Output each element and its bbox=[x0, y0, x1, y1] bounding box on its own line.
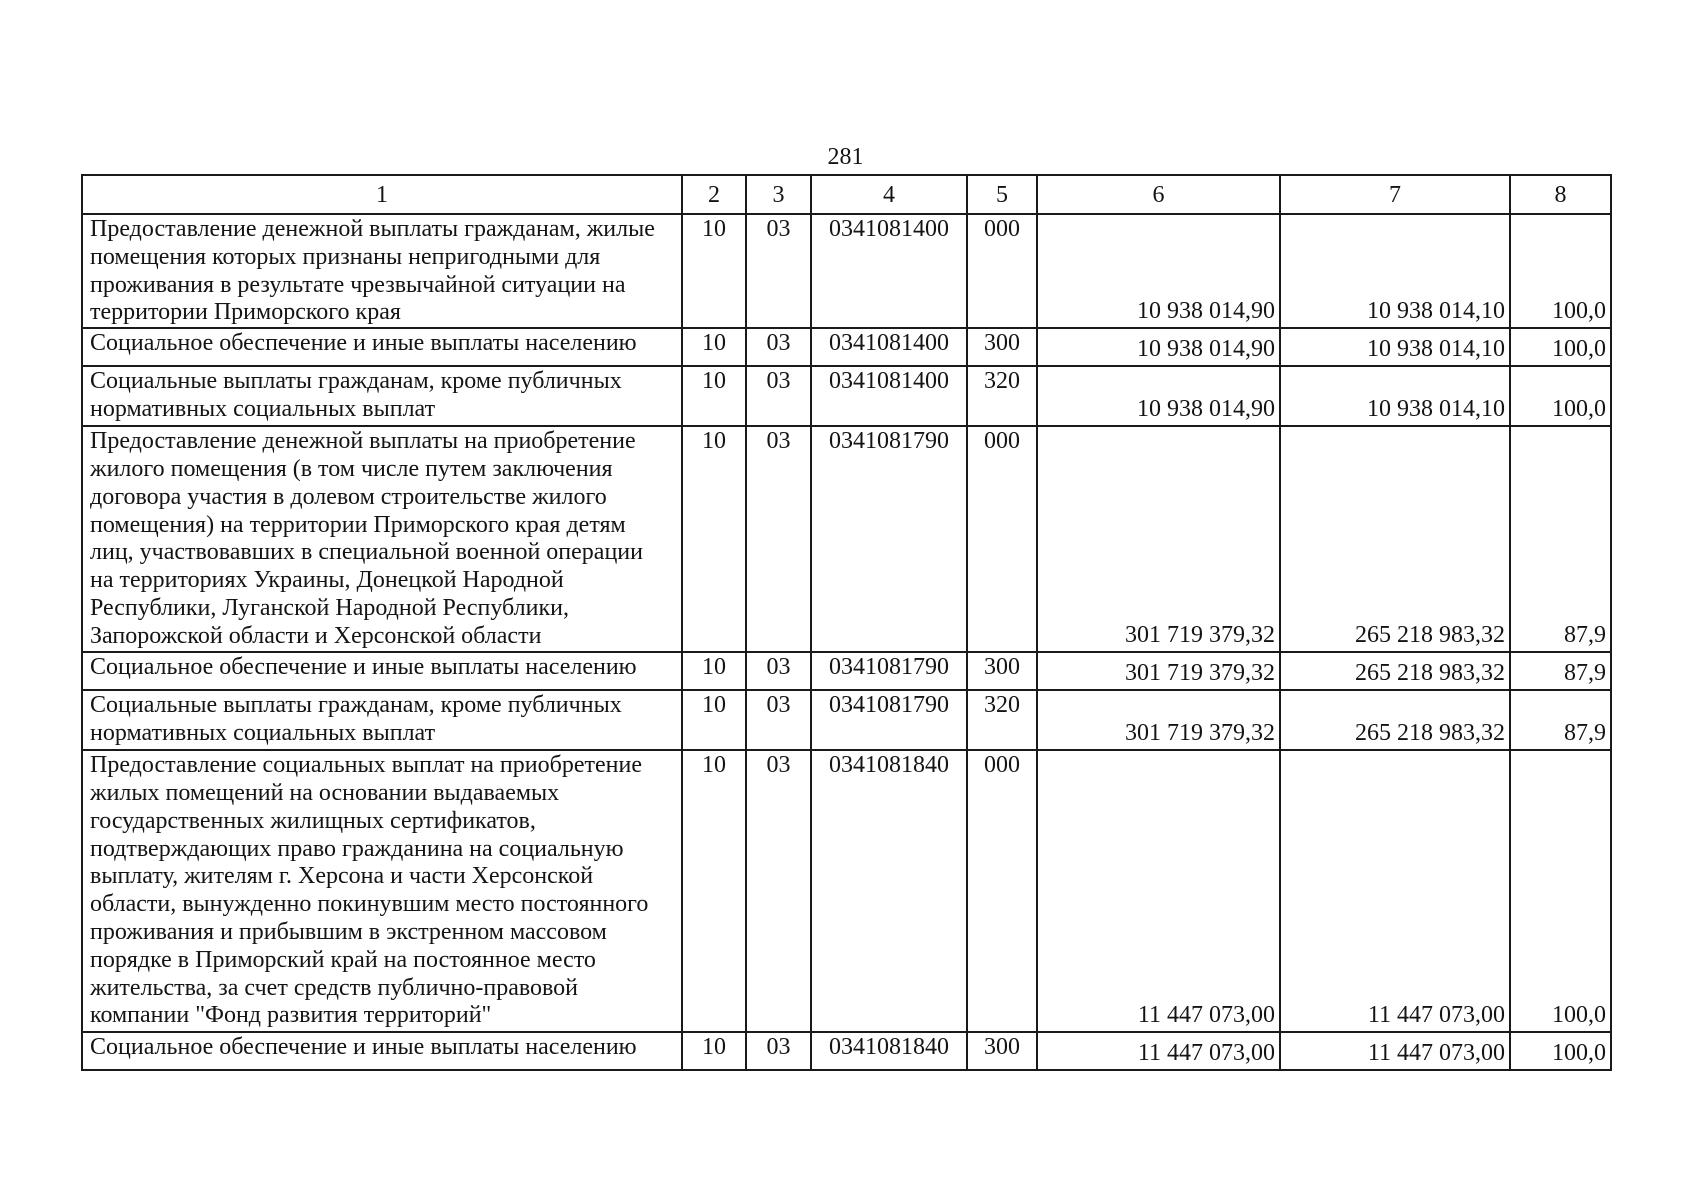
amount-col7: 265 218 983,32 bbox=[1280, 652, 1510, 690]
row-description: Социальное обеспечение и иные выплаты населению bbox=[82, 652, 682, 690]
amount-col6: 10 938 014,90 bbox=[1037, 328, 1280, 366]
amount-col6: 301 719 379,32 bbox=[1037, 426, 1280, 652]
subsection-code: 03 bbox=[746, 652, 811, 690]
percent-col8: 87,9 bbox=[1510, 426, 1611, 652]
section-code: 10 bbox=[682, 690, 746, 750]
target-article-code: 0341081840 bbox=[811, 1032, 967, 1070]
percent-col8: 100,0 bbox=[1510, 750, 1611, 1032]
table-row bbox=[82, 426, 1611, 652]
amount-col6: 10 938 014,90 bbox=[1037, 214, 1280, 328]
section-code: 10 bbox=[682, 426, 746, 652]
row-description: Предоставление социальных выплат на приобретение жилых помещений на основании выдаваемых государственных жилищных сертификатов, подтверждающих право гражданина на социальную выплату, жителям г. Херсона и части Херсонской области, вынужденно покинувшим место постоянного проживания и прибывшим в экстренном массовом порядке в Приморский край на постоянное место жительства, за счет средств публично-правовой компании "Фонд развития территорий" bbox=[82, 750, 682, 1032]
page-number: 281 bbox=[827, 144, 864, 170]
header-col-5: 5 bbox=[967, 175, 1037, 214]
amount-col7: 11 447 073,00 bbox=[1280, 750, 1510, 1032]
expense-type-code: 300 bbox=[967, 1032, 1037, 1070]
expense-type-code: 000 bbox=[967, 750, 1037, 1032]
section-code: 10 bbox=[682, 750, 746, 1032]
table-row bbox=[82, 690, 1611, 750]
amount-col6: 301 719 379,32 bbox=[1037, 652, 1280, 690]
expense-type-code: 300 bbox=[967, 328, 1037, 366]
target-article-code: 0341081400 bbox=[811, 366, 967, 426]
target-article-code: 0341081790 bbox=[811, 690, 967, 750]
row-description: Социальное обеспечение и иные выплаты населению bbox=[82, 1032, 682, 1070]
table-row bbox=[82, 366, 1611, 426]
row-description: Социальные выплаты гражданам, кроме публичных нормативных социальных выплат bbox=[82, 690, 682, 750]
expense-type-code: 320 bbox=[967, 366, 1037, 426]
header-col-6: 6 bbox=[1037, 175, 1280, 214]
percent-col8: 100,0 bbox=[1510, 328, 1611, 366]
amount-col7: 265 218 983,32 bbox=[1280, 426, 1510, 652]
percent-col8: 100,0 bbox=[1510, 366, 1611, 426]
subsection-code: 03 bbox=[746, 1032, 811, 1070]
amount-col7: 10 938 014,10 bbox=[1280, 366, 1510, 426]
section-code: 10 bbox=[682, 1032, 746, 1070]
section-code: 10 bbox=[682, 328, 746, 366]
row-description: Социальное обеспечение и иные выплаты населению bbox=[82, 328, 682, 366]
target-article-code: 0341081790 bbox=[811, 426, 967, 652]
row-description: Предоставление денежной выплаты гражданам, жилые помещения которых признаны непригодными для проживания в результате чрезвычайной ситуации на территории Приморского края bbox=[82, 214, 682, 328]
subsection-code: 03 bbox=[746, 750, 811, 1032]
expense-type-code: 300 bbox=[967, 652, 1037, 690]
amount-col6: 301 719 379,32 bbox=[1037, 690, 1280, 750]
section-code: 10 bbox=[682, 366, 746, 426]
header-col-3: 3 bbox=[746, 175, 811, 214]
expense-type-code: 000 bbox=[967, 426, 1037, 652]
expense-type-code: 320 bbox=[967, 690, 1037, 750]
percent-col8: 100,0 bbox=[1510, 214, 1611, 328]
subsection-code: 03 bbox=[746, 690, 811, 750]
target-article-code: 0341081400 bbox=[811, 214, 967, 328]
row-description: Предоставление денежной выплаты на приобретение жилого помещения (в том числе путем заключения договора участия в долевом строительстве жилого помещения) на территории Приморского края детям лиц, участвовавших в специальной военной операции на территориях Украины, Донецкой Народной Республики, Луганской Народной Республики, Запорожской области и Херсонской области bbox=[82, 426, 682, 652]
header-col-2: 2 bbox=[682, 175, 746, 214]
table-row bbox=[82, 214, 1611, 328]
percent-col8: 87,9 bbox=[1510, 690, 1611, 750]
table-row bbox=[82, 328, 1611, 366]
amount-col7: 10 938 014,10 bbox=[1280, 214, 1510, 328]
target-article-code: 0341081790 bbox=[811, 652, 967, 690]
subsection-code: 03 bbox=[746, 214, 811, 328]
header-col-4: 4 bbox=[811, 175, 967, 214]
header-col-1: 1 bbox=[82, 175, 682, 214]
target-article-code: 0341081840 bbox=[811, 750, 967, 1032]
table-row bbox=[82, 750, 1611, 1032]
target-article-code: 0341081400 bbox=[811, 328, 967, 366]
budget-table bbox=[81, 174, 1612, 1071]
table-row bbox=[82, 652, 1611, 690]
amount-col6: 11 447 073,00 bbox=[1037, 750, 1280, 1032]
subsection-code: 03 bbox=[746, 328, 811, 366]
amount-col7: 10 938 014,10 bbox=[1280, 328, 1510, 366]
table-row bbox=[82, 1032, 1611, 1070]
expense-type-code: 000 bbox=[967, 214, 1037, 328]
amount-col6: 10 938 014,90 bbox=[1037, 366, 1280, 426]
subsection-code: 03 bbox=[746, 366, 811, 426]
section-code: 10 bbox=[682, 652, 746, 690]
amount-col6: 11 447 073,00 bbox=[1037, 1032, 1280, 1070]
percent-col8: 87,9 bbox=[1510, 652, 1611, 690]
section-code: 10 bbox=[682, 214, 746, 328]
row-description: Социальные выплаты гражданам, кроме публичных нормативных социальных выплат bbox=[82, 366, 682, 426]
subsection-code: 03 bbox=[746, 426, 811, 652]
amount-col7: 265 218 983,32 bbox=[1280, 690, 1510, 750]
percent-col8: 100,0 bbox=[1510, 1032, 1611, 1070]
header-col-7: 7 bbox=[1280, 175, 1510, 214]
amount-col7: 11 447 073,00 bbox=[1280, 1032, 1510, 1070]
header-col-8: 8 bbox=[1510, 175, 1611, 214]
header-row bbox=[82, 175, 1611, 214]
